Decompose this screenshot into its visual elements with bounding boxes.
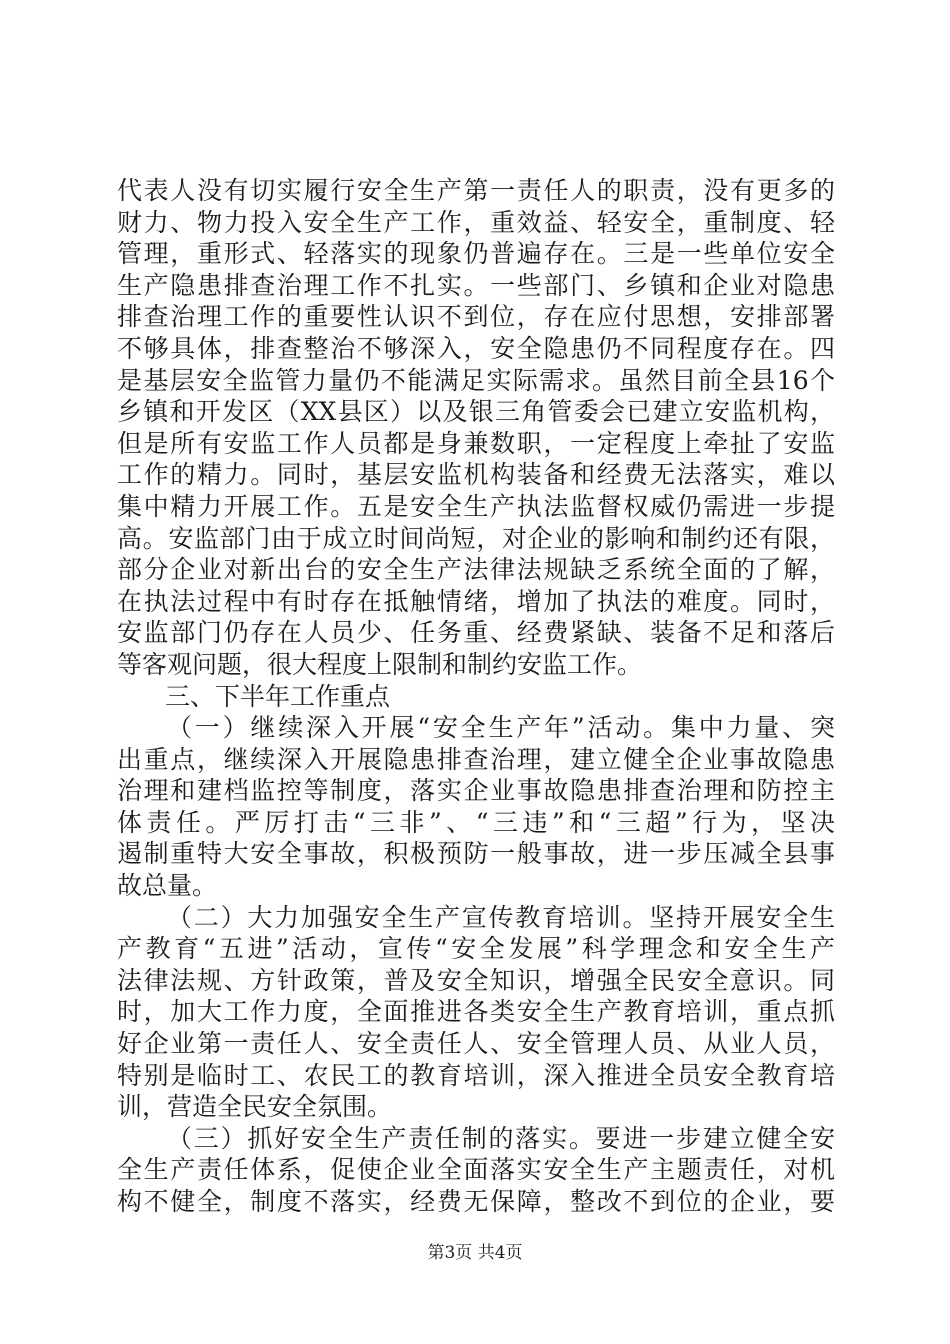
text-line: 训，营造全民安全氛围。 [117, 1092, 393, 1122]
text-line: 好企业第一责任人、安全责任人、安全管理人员、从业人员， [117, 1029, 835, 1059]
text-line: 法律法规、方针政策，普及安全知识，增强全民安全意识。同 [117, 965, 835, 995]
text-line: 高。安监部门由于成立时间尚短，对企业的影响和制约还有限， [117, 523, 835, 553]
text-line: 管理，重形式、轻落实的现象仍普遍存在。三是一些单位安全 [117, 239, 835, 269]
text-line: 故总量。 [117, 871, 218, 901]
text-line: 代表人没有切实履行安全生产第一责任人的职责，没有更多的 [117, 176, 835, 205]
text-line: 出重点，继续深入开展隐患排查治理，建立健全企业事故隐患 [117, 744, 835, 774]
text-line: 安监部门仍存在人员少、任务重、经费紧缺、装备不足和落后 [117, 618, 835, 648]
text-line: 不够具体，排查整治不够深入，安全隐患仍不同程度存在。四 [117, 333, 835, 363]
document-body [117, 175, 835, 1218]
text-line: 特别是临时工、农民工的教育培训，深入推进全员安全教育培 [117, 1060, 835, 1090]
text-line: 是基层安全监管力量仍不能满足实际需求。虽然目前全县16个 [117, 365, 835, 395]
text-line: 全生产责任体系，促使企业全面落实安全生产主题责任，对机 [117, 1155, 835, 1185]
text-line: 遏制重特大安全事故，积极预防一般事故，进一步压减全县事 [117, 839, 835, 869]
paragraph-first-line: （一）继续深入开展“安全生产年”活动。集中力量、突 [167, 713, 835, 743]
text-line: 但是所有安监工作人员都是身兼数职，一定程度上牵扯了安监 [117, 428, 835, 458]
text-line: 排查治理工作的重要性认识不到位，存在应付思想，安排部署 [117, 302, 835, 332]
text-line: 财力、物力投入安全生产工作，重效益、轻安全，重制度、轻 [117, 207, 835, 237]
text-line: 等客观问题，很大程度上限制和制约安监工作。 [117, 649, 643, 679]
text-line: 体责任。严厉打击“三非”、“三违”和“三超”行为，坚决 [117, 807, 835, 837]
text-line: 部分企业对新出台的安全生产法律法规缺乏系统全面的了解， [117, 555, 835, 585]
section-heading: 三、下半年工作重点 [165, 681, 391, 711]
text-line: 治理和建档监控等制度，落实企业事故隐患排查治理和防控主 [117, 776, 835, 806]
text-line: 在执法过程中有时存在抵触情绪，增加了执法的难度。同时， [117, 586, 835, 616]
text-line: 时，加大工作力度，全面推进各类安全生产教育培训，重点抓 [117, 997, 835, 1027]
paragraph-first-line: （三）抓好安全生产责任制的落实。要进一步建立健全安 [167, 1123, 835, 1153]
text-line: 乡镇和开发区（XX县区）以及银三角管委会已建立安监机构， [117, 397, 835, 427]
text-line: 产教育“五进”活动，宣传“安全发展”科学理念和安全生产 [117, 934, 835, 964]
page-number-footer: 第3页 共4页 [427, 1243, 523, 1263]
text-line: 集中精力开展工作。五是安全生产执法监督权威仍需进一步提 [117, 491, 835, 521]
text-line: 生产隐患排查治理工作不扎实。一些部门、乡镇和企业对隐患 [117, 270, 835, 300]
paragraph-first-line: （二）大力加强安全生产宣传教育培训。坚持开展安全生 [167, 902, 835, 932]
text-line: 工作的精力。同时，基层安监机构装备和经费无法落实，难以 [117, 460, 835, 490]
text-line: 构不健全，制度不落实，经费无保障，整改不到位的企业，要 [117, 1187, 835, 1216]
